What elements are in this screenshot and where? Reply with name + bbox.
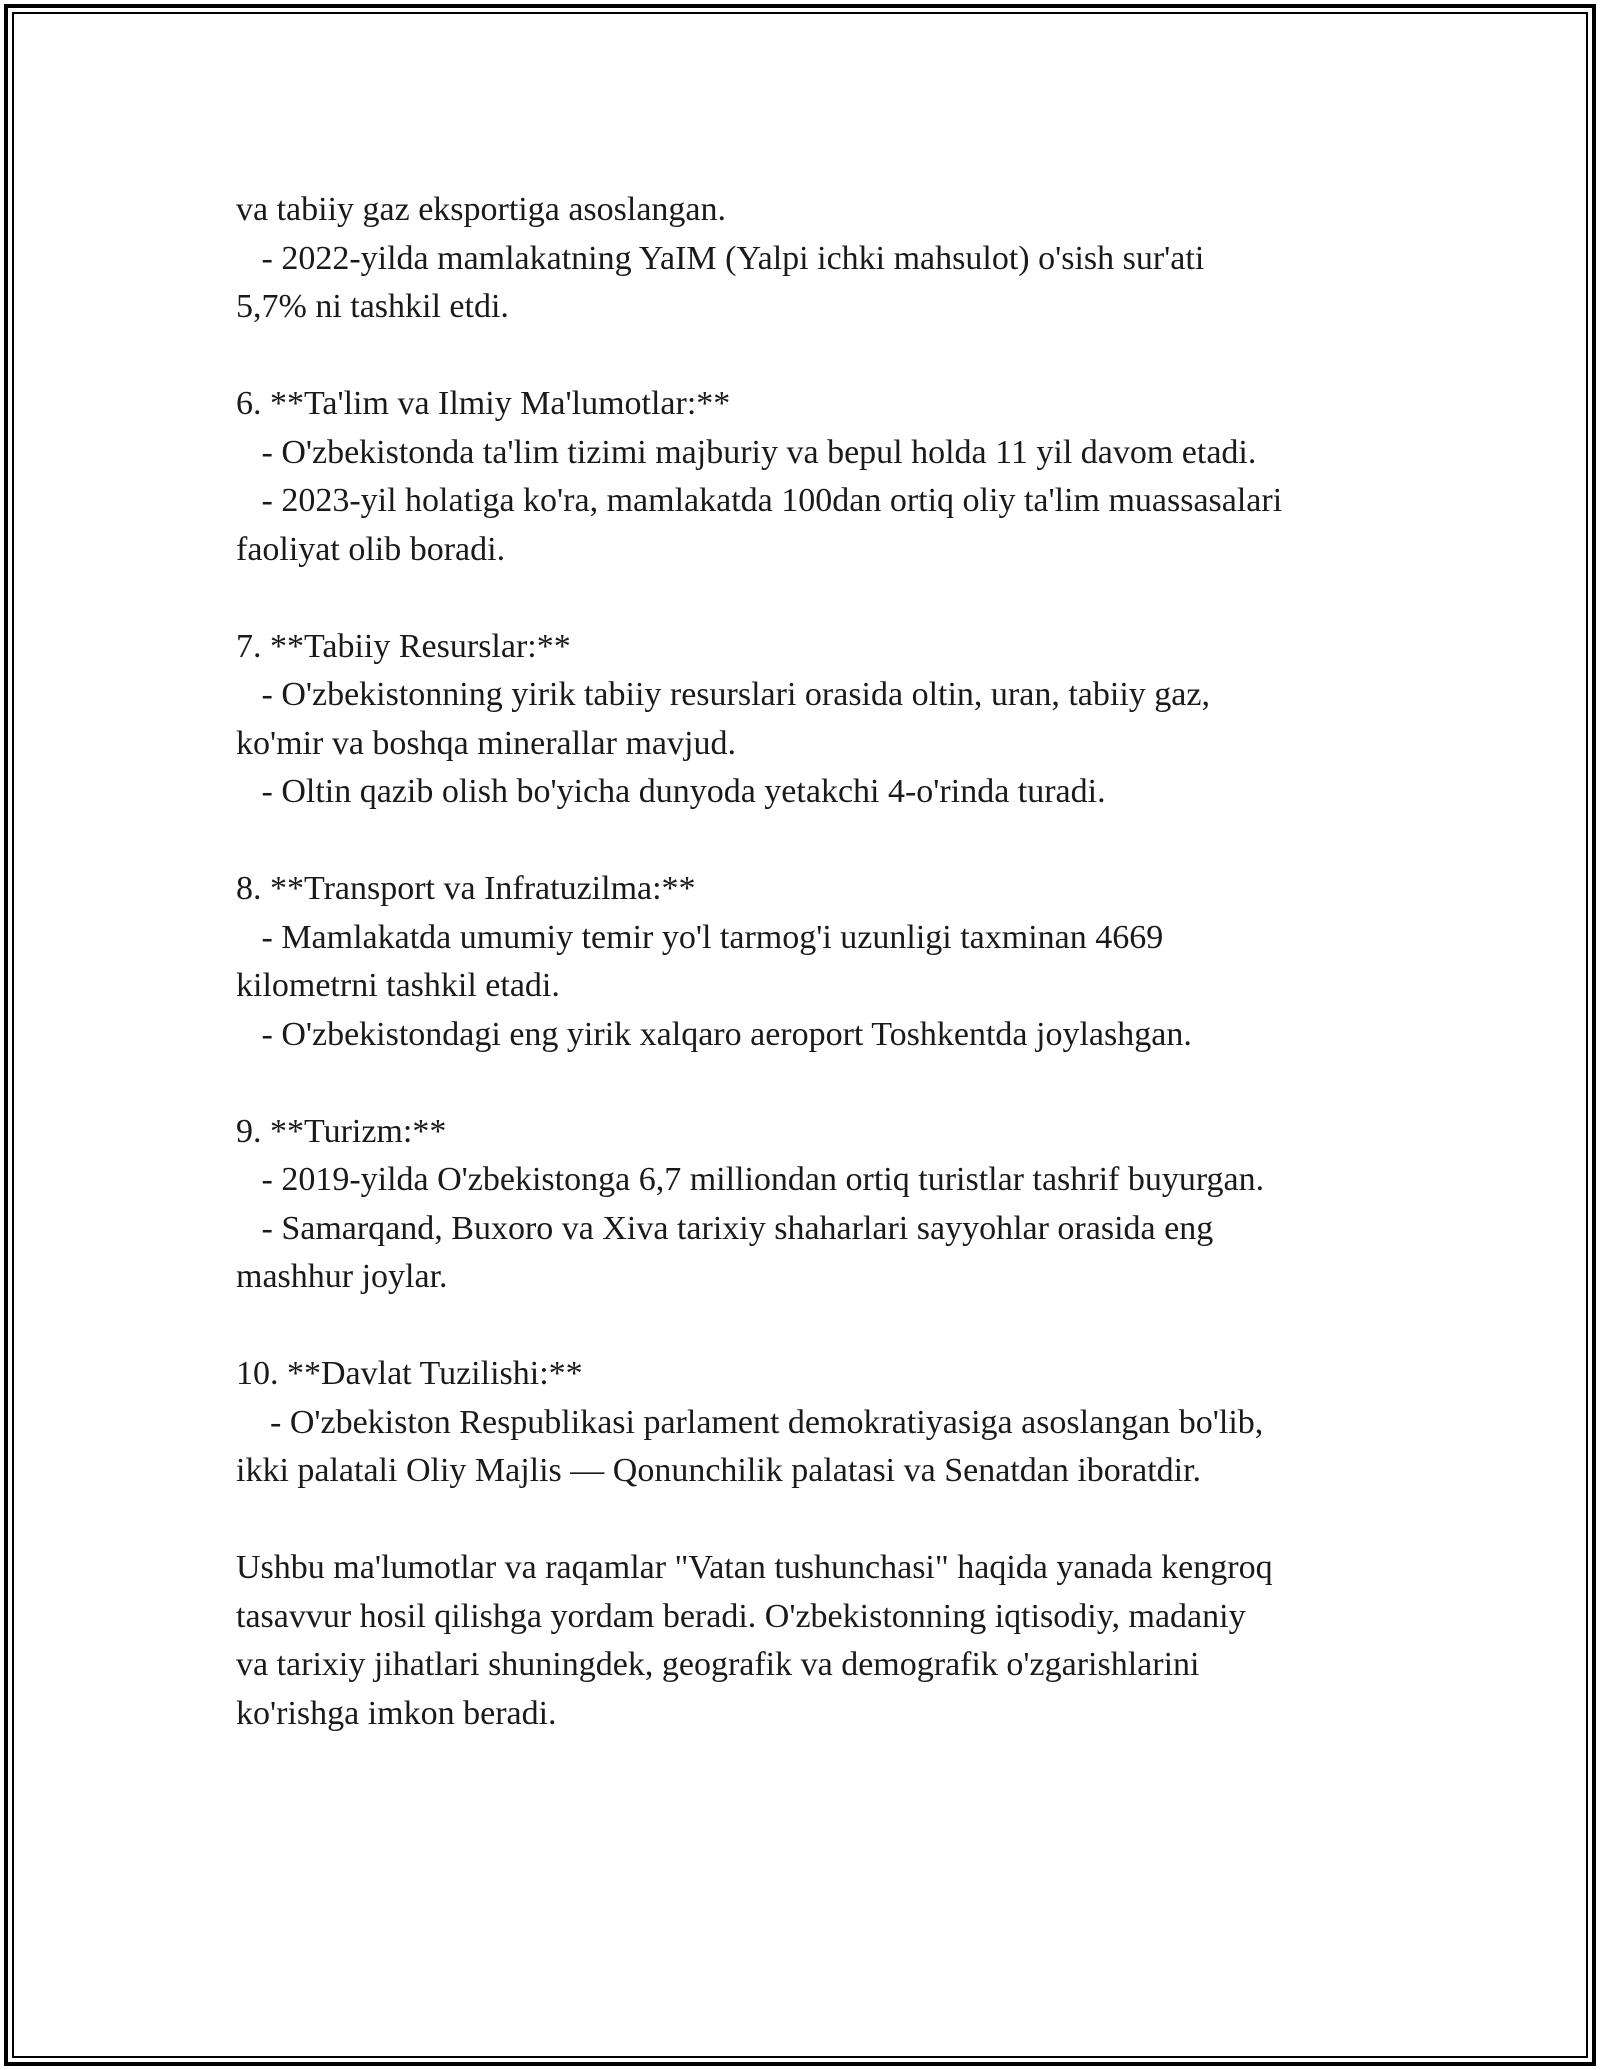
text-line: faoliyat olib boradi. — [236, 530, 506, 568]
document-body — [236, 186, 1396, 1738]
text-line: - Mamlakatda umumiy temir yo'l tarmog'i uzunligi taxminan 4669 — [236, 918, 1164, 956]
text-line: - O'zbekistonning yirik tabiiy resurslari orasida oltin, uran, tabiiy gaz, — [236, 676, 1210, 713]
closing-paragraph-line: tasavvur hosil qilishga yordam beradi. O'zbekistonning iqtisodiy, madaniy — [236, 1597, 1246, 1635]
section-heading: 7. **Tabiiy Resurslar:** — [236, 627, 571, 665]
closing-paragraph-line: va tarixiy jihatlari shuningdek, geografik va demografik o'zgarishlarini — [236, 1646, 1200, 1683]
section-heading: 9. **Turizm:** — [236, 1112, 447, 1150]
text-line: - 2019-yilda O'zbekistonga 6,7 milliondan ortiq turistlar tashrif buyurgan. — [236, 1161, 1265, 1198]
text-line: - O'zbekiston Respublikasi parlament demokratiyasiga asoslangan bo'lib, — [236, 1403, 1264, 1441]
closing-paragraph-line: ko'rishga imkon beradi. — [236, 1694, 557, 1732]
text-line: mashhur joylar. — [236, 1258, 448, 1295]
text-line: - 2023-yil holatiga ko'ra, mamlakatda 100dan ortiq oliy ta'lim muassasalari — [236, 482, 1283, 519]
blank-line — [236, 574, 1396, 623]
text-line: - Samarqand, Buxoro va Xiva tarixiy shaharlari sayyohlar orasida eng — [236, 1209, 1214, 1247]
blank-line — [236, 1496, 1396, 1545]
text-line: - 2022-yilda mamlakatning YaIM (Yalpi ichki mahsulot) o'sish sur'ati — [236, 239, 1205, 277]
section-heading: 6. **Ta'lim va Ilmiy Ma'lumotlar:** — [236, 385, 731, 422]
section-heading: 10. **Davlat Tuzilishi:** — [236, 1355, 583, 1392]
blank-line — [236, 817, 1396, 866]
section-heading: 8. **Transport va Infratuzilma:** — [236, 870, 696, 907]
closing-paragraph-line: Ushbu ma'lumotlar va raqamlar "Vatan tushunchasi" haqida yanada kengroq — [236, 1549, 1273, 1586]
text-line: 5,7% ni tashkil etdi. — [236, 288, 509, 325]
text-line: va tabiiy gaz eksportiga asoslangan. — [236, 191, 727, 228]
text-line: ko'mir va boshqa minerallar mavjud. — [236, 724, 736, 762]
blank-line — [236, 1302, 1396, 1351]
text-line: - Oltin qazib olish bo'yicha dunyoda yetakchi 4-o'rinda turadi. — [236, 773, 1106, 810]
text-line: - O'zbekistondagi eng yirik xalqaro aeroport Toshkentda joylashgan. — [236, 1015, 1192, 1053]
blank-line — [236, 1059, 1396, 1108]
text-line: - O'zbekistonda ta'lim tizimi majburiy va bepul holda 11 yil davom etadi. — [236, 433, 1257, 471]
blank-line — [236, 332, 1396, 381]
text-line: ikki palatali Oliy Majlis — Qonunchilik palatasi va Senatdan iboratdir. — [236, 1452, 1202, 1489]
text-line: kilometrni tashkil etadi. — [236, 967, 560, 1004]
